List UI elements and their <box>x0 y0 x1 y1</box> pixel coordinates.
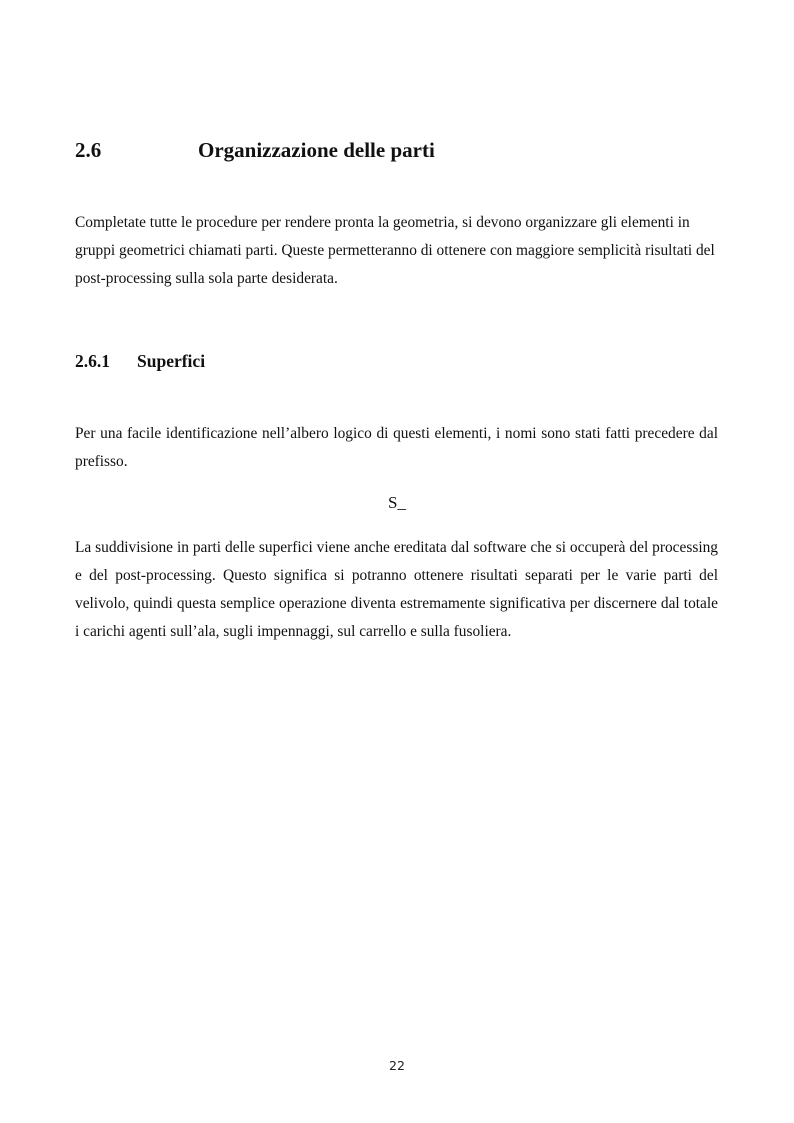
naming-paragraph: Per una facile identificazione nell’albero logico di questi elementi, i nomi sono stati fatti precedere dal prefisso. <box>75 425 718 470</box>
section-number: 2.6 <box>75 138 102 162</box>
section-title: Organizzazione delle parti <box>198 138 435 162</box>
intro-paragraph: Completate tutte le procedure per rendere pronta la geometria, si devono organizzare gli elementi in gruppi geometrici chiamati parti. Queste permetteranno di ottenere con maggiore semplicità risultati del post-processing sulla sola parte desiderata. <box>75 214 715 287</box>
subsection-heading <box>75 348 205 374</box>
subsection-number: 2.6.1 <box>75 351 110 371</box>
prefix-label: S_ <box>388 493 406 512</box>
page-number: 22 <box>389 1058 405 1073</box>
subsection-title: Superfici <box>137 351 206 371</box>
section-heading <box>75 136 725 164</box>
inheritance-paragraph: La suddivisione in parti delle superfici viene anche ereditata dal software che si occuperà del processing e del post-processing. Questo significa si potranno ottenere risultati separati per le varie parti del velivolo, quindi questa semplice operazione diventa estremamente significativa per discernere dal totale i carichi agenti sull’ala, sugli impennaggi, sul carrello e sulla fusoliera. <box>75 539 718 640</box>
